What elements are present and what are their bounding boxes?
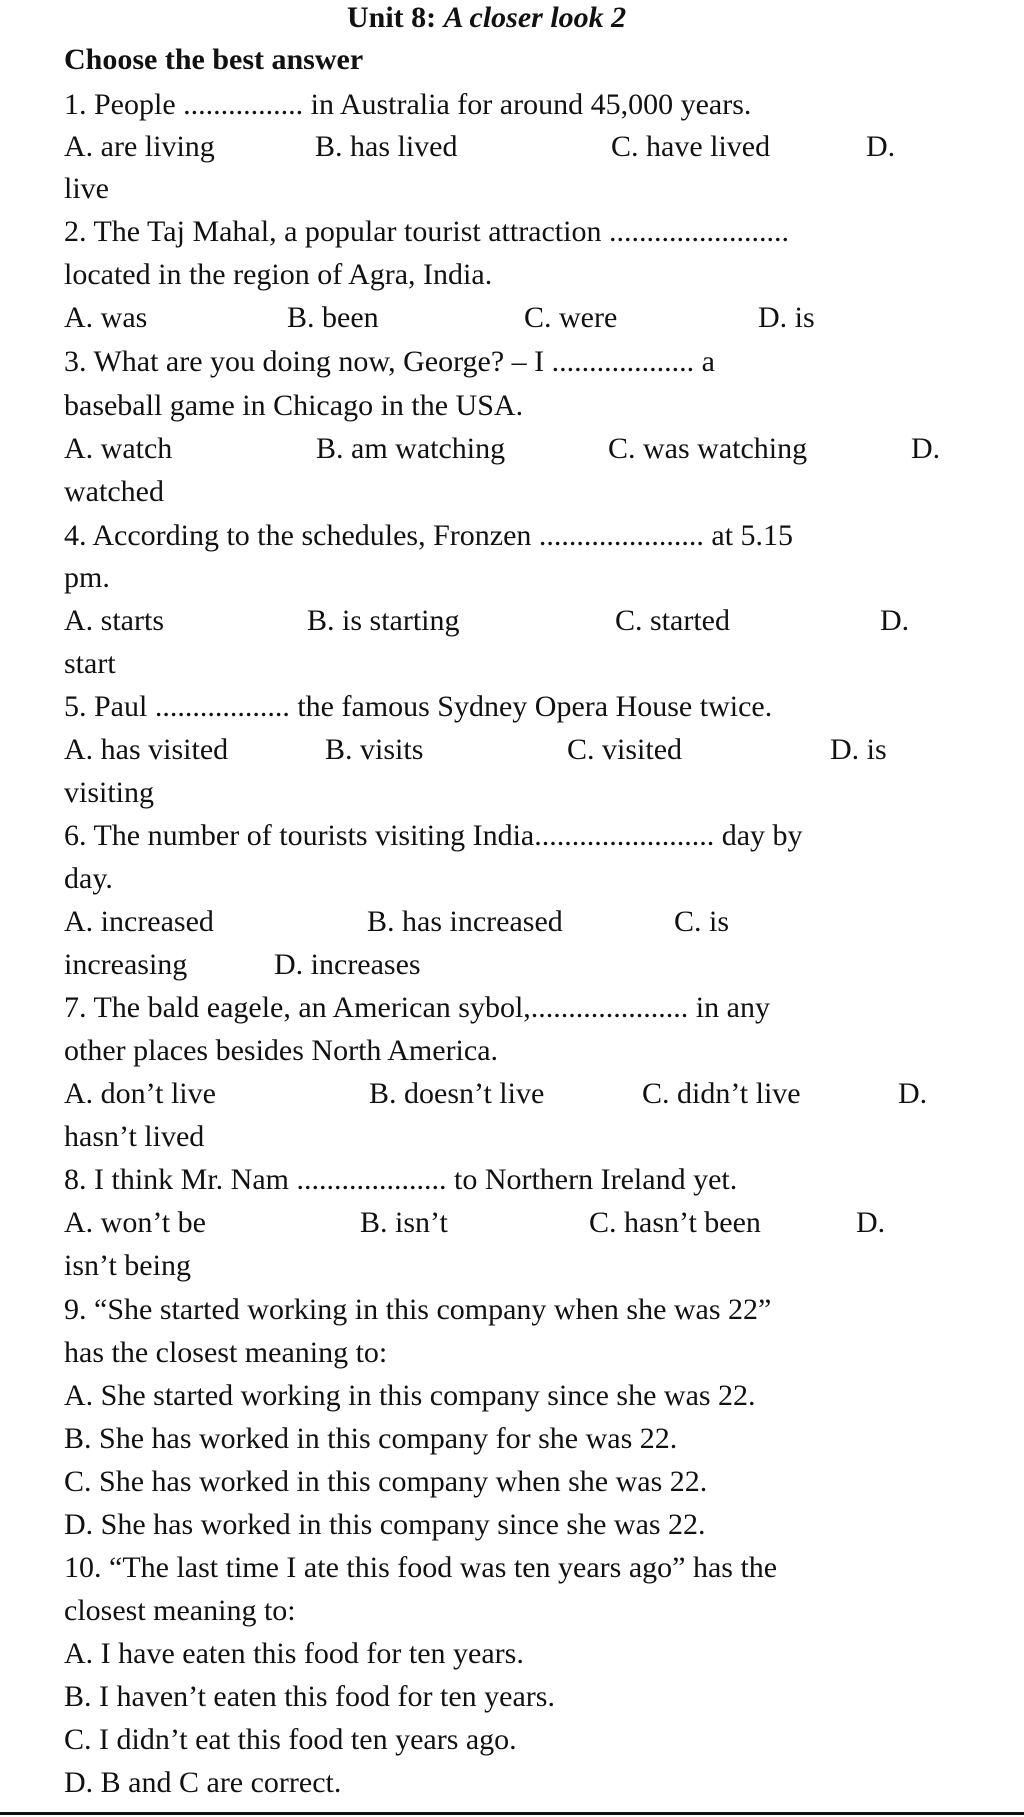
question-3-option-c[interactable]: C. was watching — [608, 432, 808, 465]
question-9-text: 9. “She started working in this company when she was 22” — [64, 1293, 772, 1326]
question-4-option-a[interactable]: A. starts — [64, 604, 164, 637]
question-5-option-d[interactable]: D. is — [830, 733, 887, 766]
question-7-option-c[interactable]: C. didn’t live — [642, 1077, 801, 1110]
question-4-option-d[interactable]: D. — [880, 604, 910, 637]
question-4-option-b[interactable]: B. is starting — [307, 604, 460, 637]
question-2-option-d[interactable]: D. is — [758, 301, 815, 334]
question-4-text: 4. According to the schedules, Fronzen ...................... at 5.15 — [64, 519, 794, 552]
question-3-option-b[interactable]: B. am watching — [316, 432, 506, 465]
question-5-option-d-text[interactable]: visiting — [64, 776, 155, 809]
question-8-text: 8. I think Mr. Nam .................... to Northern Ireland yet. — [64, 1163, 738, 1196]
question-6-text-cont: day. — [64, 862, 113, 895]
question-1-option-d[interactable]: D. — [866, 130, 896, 163]
question-6-option-c-text[interactable]: increasing — [64, 948, 188, 981]
question-8-option-a[interactable]: A. won’t be — [64, 1206, 206, 1239]
question-6-option-d[interactable]: D. increases — [274, 948, 421, 981]
question-3-option-a[interactable]: A. watch — [64, 432, 173, 465]
question-3-option-d-text[interactable]: watched — [64, 475, 164, 508]
question-10-option-b[interactable]: B. I haven’t eaten this food for ten years. — [64, 1680, 555, 1713]
question-10-option-c[interactable]: C. I didn’t eat this food ten years ago. — [64, 1723, 517, 1756]
question-5-option-a[interactable]: A. has visited — [64, 733, 229, 766]
question-6-option-b[interactable]: B. has increased — [367, 905, 563, 938]
question-4-option-c[interactable]: C. started — [615, 604, 730, 637]
question-7-option-b[interactable]: B. doesn’t live — [369, 1077, 545, 1110]
question-10-text: 10. “The last time I ate this food was ten years ago” has the — [64, 1551, 778, 1584]
question-4-text-cont: pm. — [64, 561, 110, 594]
bottom-divider — [0, 1812, 1024, 1815]
question-1-option-a[interactable]: A. are living — [64, 130, 215, 163]
question-2-option-b[interactable]: B. been — [287, 301, 379, 334]
question-8-option-d-text[interactable]: isn’t being — [64, 1249, 191, 1282]
question-5-text: 5. Paul .................. the famous Sydney Opera House twice. — [64, 690, 773, 723]
question-9-option-d[interactable]: D. She has worked in this company since she was 22. — [64, 1508, 706, 1541]
question-9-option-c[interactable]: C. She has worked in this company when she was 22. — [64, 1465, 708, 1498]
question-7-option-d-text[interactable]: hasn’t lived — [64, 1120, 205, 1153]
page-title — [347, 0, 626, 36]
question-10-option-a[interactable]: A. I have eaten this food for ten years. — [64, 1637, 524, 1670]
instruction-heading: Choose the best answer — [64, 43, 364, 76]
question-9-option-a[interactable]: A. She started working in this company since she was 22. — [64, 1379, 756, 1412]
question-3-text: 3. What are you doing now, George? – I ................... a — [64, 345, 715, 378]
title-prefix: Unit 8: — [347, 1, 444, 34]
question-7-option-a[interactable]: A. don’t live — [64, 1077, 216, 1110]
question-9-option-b[interactable]: B. She has worked in this company for she was 22. — [64, 1422, 678, 1455]
question-2-option-a[interactable]: A. was — [64, 301, 148, 334]
question-1-option-b[interactable]: B. has lived — [315, 130, 458, 163]
question-5-option-c[interactable]: C. visited — [567, 733, 683, 766]
question-6-text: 6. The number of tourists visiting India........................ day by — [64, 819, 803, 852]
question-1-option-d-text[interactable]: live — [64, 172, 109, 205]
question-1-text: 1. People ................ in Australia for around 45,000 years. — [64, 88, 752, 121]
question-5-option-b[interactable]: B. visits — [325, 733, 424, 766]
question-1-option-c[interactable]: C. have lived — [611, 130, 771, 163]
question-8-option-b[interactable]: B. isn’t — [360, 1206, 448, 1239]
question-8-option-d[interactable]: D. — [856, 1206, 886, 1239]
question-4-option-d-text[interactable]: start — [64, 647, 116, 680]
question-2-text-cont: located in the region of Agra, India. — [64, 258, 493, 291]
question-7-text-cont: other places besides North America. — [64, 1034, 499, 1067]
question-7-text: 7. The bald eagele, an American sybol,..................... in any — [64, 991, 770, 1024]
question-10-option-d[interactable]: D. B and C are correct. — [64, 1766, 342, 1799]
question-2-text: 2. The Taj Mahal, a popular tourist attraction ........................ — [64, 215, 789, 248]
question-6-option-a[interactable]: A. increased — [64, 905, 214, 938]
question-3-text-cont: baseball game in Chicago in the USA. — [64, 389, 524, 422]
question-6-option-c[interactable]: C. is — [674, 905, 730, 938]
question-3-option-d[interactable]: D. — [911, 432, 941, 465]
title-italic: A closer look 2 — [443, 1, 627, 34]
question-9-text-cont: has the closest meaning to: — [64, 1336, 388, 1369]
question-10-text-cont: closest meaning to: — [64, 1594, 296, 1627]
question-8-option-c[interactable]: C. hasn’t been — [589, 1206, 761, 1239]
question-7-option-d[interactable]: D. — [898, 1077, 928, 1110]
question-2-option-c[interactable]: C. were — [524, 301, 618, 334]
